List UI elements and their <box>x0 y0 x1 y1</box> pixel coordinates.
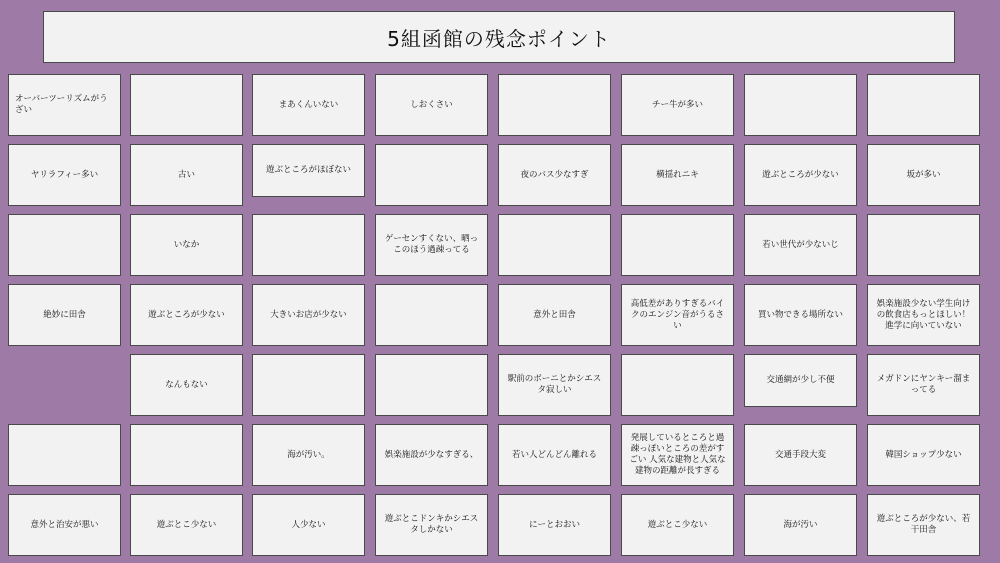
sticky-note-text: オーバーツーリズムがうざい <box>15 94 108 115</box>
sticky-note <box>130 354 243 416</box>
sticky-note <box>867 214 980 276</box>
sticky-note <box>8 424 121 486</box>
sticky-note-text: 遊ぶとこドンキかシエスタしかない <box>384 514 479 535</box>
sticky-note <box>252 354 365 416</box>
sticky-note <box>8 144 121 206</box>
sticky-note-text: 夜のバス少なすぎ <box>520 169 589 180</box>
sticky-note-text: 娯楽施設が少なすぎる、 <box>384 449 479 460</box>
sticky-note <box>375 424 488 486</box>
sticky-note <box>375 494 488 556</box>
sticky-note <box>130 74 243 136</box>
sticky-note-text: ヤリラフィー多い <box>30 169 99 180</box>
sticky-note-text: 高低差がありすぎるバイクのエンジン音がうるさい <box>630 298 725 331</box>
sticky-note <box>252 74 365 136</box>
sticky-note <box>130 424 243 486</box>
sticky-note-text: チー牛が多い <box>651 99 703 110</box>
sticky-note-text: 絶妙に田舎 <box>43 309 86 320</box>
sticky-note-text: 海が汚い。 <box>287 449 330 460</box>
sticky-note <box>252 424 365 486</box>
sticky-note <box>621 354 734 416</box>
sticky-note-text: 駅前のボーニとかシエスタ寂しい <box>507 374 602 395</box>
sticky-note-text: 遊ぶところが少ない <box>148 309 225 320</box>
sticky-note <box>375 354 488 416</box>
sticky-note-text: メガドンにヤンキー溜まってる <box>876 374 971 395</box>
sticky-note-text: 古い <box>177 169 195 180</box>
sticky-note <box>621 424 734 486</box>
sticky-note <box>867 144 980 206</box>
sticky-note <box>744 74 857 136</box>
sticky-note <box>252 284 365 346</box>
sticky-note <box>744 494 857 556</box>
sticky-note <box>498 354 611 416</box>
sticky-note <box>621 214 734 276</box>
sticky-note-text: 人少ない <box>291 519 326 530</box>
sticky-note-text: 横揺れニキ <box>656 169 699 180</box>
sticky-note-text: 意外と田舎 <box>533 309 576 320</box>
sticky-note <box>867 494 980 556</box>
sticky-note <box>8 284 121 346</box>
sticky-note-text: 交通手段大変 <box>774 449 826 460</box>
sticky-note-text: 買い物できる場所ない <box>757 309 843 320</box>
page-title-box <box>43 11 955 63</box>
sticky-note-text: 若い人どんどん離れる <box>511 449 597 460</box>
sticky-note <box>375 74 488 136</box>
sticky-note <box>744 424 857 486</box>
page-title: 5組函館の残念ポイント <box>387 26 611 51</box>
sticky-note-text: 遊ぶとこ少ない <box>647 519 708 530</box>
sticky-note <box>130 284 243 346</box>
sticky-note <box>744 354 857 407</box>
sticky-note <box>8 74 121 136</box>
sticky-note-text: 交通網が少し不便 <box>766 375 835 385</box>
sticky-note <box>498 284 611 346</box>
sticky-note <box>252 494 365 556</box>
sticky-note <box>621 144 734 206</box>
sticky-note <box>8 494 121 556</box>
sticky-note-text: ゲーセンすくない、晒っこのほう過疎ってる <box>384 234 479 255</box>
sticky-note <box>498 494 611 556</box>
sticky-note <box>375 214 488 276</box>
sticky-note <box>130 494 243 556</box>
sticky-note-text: 遊ぶところが少ない、若干田舎 <box>876 514 971 535</box>
sticky-note <box>498 214 611 276</box>
sticky-note <box>130 214 243 276</box>
sticky-note <box>621 74 734 136</box>
sticky-note <box>621 284 734 346</box>
sticky-note-text: しおくさい <box>410 99 453 110</box>
sticky-note-text: 坂が多い <box>906 169 941 180</box>
sticky-note-text: 意外と治安が悪い <box>30 519 99 530</box>
sticky-note <box>252 214 365 276</box>
sticky-note <box>375 144 488 206</box>
sticky-note-text: 遊ぶとこ少ない <box>156 519 217 530</box>
sticky-note <box>621 494 734 556</box>
sticky-note <box>130 144 243 206</box>
sticky-note-text: なんもない <box>165 379 208 390</box>
sticky-note <box>744 284 857 346</box>
sticky-note <box>867 74 980 136</box>
sticky-note <box>498 424 611 486</box>
sticky-note-text: いなか <box>173 239 200 250</box>
sticky-note-text: 娯楽施設少ない学生向けの飲食店もっとほしい！進学に向いていない <box>876 298 971 331</box>
sticky-note-text: 海が汚い <box>783 519 818 530</box>
sticky-note-text: まあくんいない <box>278 99 339 110</box>
sticky-note <box>744 214 857 276</box>
sticky-note-text: 大きいお店が少ない <box>270 309 347 320</box>
sticky-note <box>744 144 857 206</box>
sticky-note <box>498 144 611 206</box>
sticky-note-text: 発展しているところと過疎っぽいところの差がすごい 人気な建物と人気な建物の距離が長すぎる <box>629 433 726 476</box>
sticky-note <box>498 74 611 136</box>
sticky-note <box>8 214 121 276</box>
sticky-note <box>375 284 488 346</box>
sticky-note <box>252 144 365 197</box>
sticky-note-text: 若い世代が少ないじ <box>762 239 839 250</box>
sticky-note-text: 韓国ショップ少ない <box>885 449 962 460</box>
sticky-note <box>867 424 980 486</box>
sticky-note-text: にーとおおい <box>528 519 580 530</box>
sticky-note-text: 遊ぶところがほぼない <box>265 165 351 175</box>
sticky-note <box>867 354 980 416</box>
sticky-note-text: 遊ぶところが少ない <box>762 169 839 180</box>
sticky-note <box>867 284 980 346</box>
